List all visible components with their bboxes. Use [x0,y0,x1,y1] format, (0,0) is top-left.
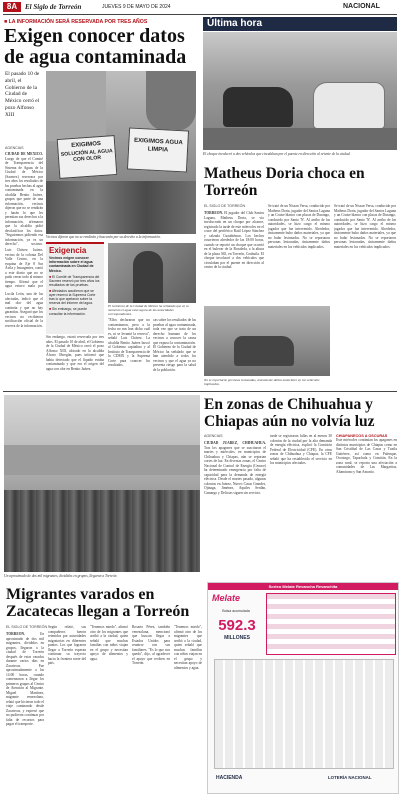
ultima-hora-label: Última hora [203,17,397,31]
lottery-footer-left: HACIENDA [216,775,243,781]
lottery-prize-amount: 592.3 [218,617,256,634]
ultima-byline: EL SIGLO DE TORREÓN [204,204,246,208]
sign-3-text: EXIGIMOS AGUA LIMPIA [133,137,183,154]
sidebar-item: ■ Afectados acudieron que se ayer reservó la Suprema Corte tras lo que apelaron sobre la reserva del informe del agua. [49,289,96,306]
migrantes-col-4: "Tenemos miedo", afirmó otro de los migrantes que arribó a la ciudad, quien señaló que muchas familias con niños viajan en el grupo y necesitan apoyo de alimentos y agua. [90,625,128,661]
sidebar-item: ■ Sin embargo, se puede consultar la información. [49,307,88,316]
photo-people [46,181,196,234]
lead-col-5: "Ellos declararon que no contaminaron, pero a la fecha no nos han dicho cuál es, ni se levantó la reserva", señaló Luis Chávez. La alcaldía Benito Juárez buscó al Gobierno capitalino y al Instituto de Transparencia de la CDMX y la Suprema Corte para conocer los resultados. [108,318,150,367]
photo-crowd [4,490,200,572]
ultima-photo-2 [204,306,330,376]
ultima-col-1-text: El jugador del Club Santos Laguna, Matheus Doria, se vio involucrado en un choque por alcance, registrado la tarde de este miércoles en el cruce del periférico Raúl López Sánchez y calzada Cuauhtémoc. Los hechos ocurrieron alrededor de las 18:00 horas, cuando se reportó un choque que ocurrió en el bulevar de la Rosaleda, a la altura de la plaza 365, en Torreón, Coahuila. El choque involucró a dos vehículos que circulaban por el puente en dirección al centro de la ciudad. [204,211,264,269]
migrantes-col-5: Rosario Pérez, también venezolana, mencionó que buscan llegar a Estados Unidos para reunirse con sus familiares. "Es lo que nos queda", dijo, al agradecer el apoyo que reciben en Torreón. [132,625,170,665]
photo-2-person [133,251,163,303]
sidebar-item-text: El Comité de Transparencia del Sacmex reservó por tres años los resultados de las pruebas. [49,274,100,287]
chiapas-sidebar-title: CHIAPANECOS A OSCURAS [336,434,388,438]
lottery-prize-label: Bolsa acumulada [222,609,250,613]
chihuahua-col-1 [204,441,266,561]
migrantes-photo-caption: Un aproximado de dos mil migrantes, divididos en grupos, llegaron a Torreón. [4,574,118,578]
lead-kicker: ■ LA INFORMACIÓN SERÁ RESERVADA POR TRES AÑOS [4,19,148,25]
lottery-results-table [266,593,396,655]
migrantes-dateline: TORREÓN. [6,632,26,636]
lead-col-6: cas sobre los resultados de las pruebas al agua contaminada, toda vez que se trata de un derecho humano de los vecinos a conocer la causa que expuso la contaminación. El Gobierno de la Ciudad de México ha señalado que se han atendido a todos los vecinos y que el agua ya no presenta riesgo para la salud de la población. [153,318,196,372]
lead-headline: Exigen conocer datos de agua contaminada [4,25,187,68]
migrantes-col-2-text: Miguel Martínez, migrante venezolano, relató que hicieron todo el viaje caminando desde Zacatecas, y expresó que no pudieron continuar por falta de recursos para pagar el transporte. [6,690,44,726]
migrantes-col-3: Según relató, sus compañeros fueron retenidos por autoridades migratorias en diferentes puntos. Los que lograron llegar a Torreón esperan continuar su trayecto hacia la frontera norte del país. [48,625,86,665]
photo-2-car [234,336,294,366]
lead-col-4: Sin embargo, estará reservada por tres años. El pasado 10 de abril, el Gobierno de la Ciudad de México cerró el pozo Alfonso XIII, ubicado en la alcaldía Álvaro Obregón, pues informó que había detectado que el líquido estaba contaminado y que era el origen del agua con olor en Benito Juárez. [46,335,104,371]
lottery-ticket-grid [214,659,394,769]
lead-agency: AGENCIAS [5,146,24,150]
section-name: NACIONAL [343,3,380,10]
lottery-footer-right: LOTERÍA NACIONAL [328,775,372,780]
chiapas-sidebar-text: Este miércoles continúan los apagones en distintos municipios de Chiapas como en San Cristóbal de Las Casas y Tuxtla Gutiérrez, así como en Palenque, Ocosingo, Tapachula y Comitán. En la zona rural, se reporta una afectación a comunidades de Las Margaritas, Altamirano y San Antonio. [336,438,397,474]
lead-photo-2-caption: El Gobierno de la Ciudad de México ha señalado que en su momento el agua está segura de las autoridades correspondientes. [108,304,190,316]
lead-deck: El pasado 10 de abril, el Gobierno de la Ciudad de México cerró el pozo Alfonso XIII [5,71,40,118]
lead-col-1-text: Luego de que el Comité de Transparencia del Sistema de Aguas de la Ciudad de México (Sacmex) reservara por tres años los resultados de las pruebas hechas al agua contaminada en la alcaldía Benito Juárez, grupos que parte de una información, vecinos dijeron que no se rendirán y harán lo que les permitan sus derechos a la información, afirmaron que la alcaldía pidió desclasificar los datos. "Seguiremos pidiendo esa información, ya es un derecho", sostuvo. [5,156,43,246]
migrantes-col-1-text: Un aproximado de dos mil migrantes, divididos en grupos, llegaron a la ciudad de Torreón después de estar varados durante varios días en Zacatecas. Fue aproximadamente a las 14:00 horas, cuando comenzaron a llegar los primeros grupos al Centro de Atención al Migrante. [6,632,44,690]
lead-photo-2 [108,243,196,303]
lead-dateline: CIUDAD DE MÉXICO. [5,152,43,156]
page-number: 8A [3,2,21,12]
chihuahua-headline: En zonas de Chihuahua y Chiapas aún no volvía luz [204,396,375,430]
sidebar-intro: Vecinos exigen conocer información sobre el agua contaminada en Ciudad de México. [49,256,94,273]
sign-1-text: EXIGIMOS [71,141,102,150]
lottery-header: Sorteo Melate Revancha Revanchita [208,583,398,590]
sidebar-title: Exigencia [49,246,87,255]
photo-building [46,71,106,141]
exigencia-sidebar [46,242,104,334]
issue-date: JUEVES 9 DE MAYO DE 2024 [102,4,171,10]
chiapas-sidebar [336,434,397,560]
migrantes-col-1 [6,632,44,792]
migrantes-col-6-text: "Tenemos miedo", afirmó otro de los migrantes que arribó a la ciudad, quien señaló que muchas familias con niños viajan en el grupo y necesitan apoyo de alimentos y agua. [174,625,202,670]
lead-photo-caption: Vecinos dijeron que no se rendirán y buscarán por su derecho a la información. [46,235,161,239]
ultima-col-1 [204,211,264,307]
header-rule [3,14,397,15]
photo-tree [146,71,196,131]
lead-col-2: Luis Chávez Juárez, vecino de la colonia Del Valle Centro, en la esquina de Eje 8 Sur Ávila y Insurgentes, contó a este diario que no se pudo cerrar todo al mismo tiempo. Afirmó que el agua estuvo mala por [5,248,43,288]
chihuahua-col-2: tarde se registraron fallas en al menos 30 colonias de la ciudad por la alta demanda de energía eléctrica, explicó la Comisión Federal de Electricidad (CFE). En otras zonas de Chihuahua y Chiapas, la CFE señaló que ha restablecido el servicio en los municipios afectados. [270,434,332,465]
lead-kicker-text: LA INFORMACIÓN SERÁ RESERVADA POR TRES AÑOS [8,19,148,25]
road [203,128,397,150]
ultima-col-3 [334,204,396,374]
section-divider [3,391,397,392]
ultima-col-2: Se trató de un Nissan Versa, conducido por Matheus Doria, jugador del Santos Laguna y un Cruise blanco con placas de Durango, conducido por Santo 'N'. Al arribo de las autoridades, se hizo cargo el mismo jugador que fue intervenido. Alrededor, únicamente hubo daños materiales, ya que no hubo lesionados. No se reportaron personas lesionadas, únicamente daños materiales en los vehículos implicados. [268,204,330,249]
migrantes-col-6 [174,625,202,792]
lottery-ad [207,582,399,794]
ultima-dateline: TORREÓN. [204,211,224,215]
protest-sign-1 [57,135,118,179]
photo-tree-line [4,445,200,475]
protest-sign-2 [127,127,189,172]
sign-2-text: SOLUCIÓN AL AGUA CON OLOR [60,148,113,163]
migrantes-photo [4,395,200,572]
sidebar-item-text: Sin embargo, se puede consultar la información. [49,307,88,316]
migrantes-byline: EL SIGLO DE TORREÓN [6,625,48,629]
masthead: El Siglo de Torreón [25,3,82,11]
ultima-headline: Matheus Doria choca en Torreón [204,165,365,199]
lottery-title: Melate [212,593,241,603]
chihuahua-dateline: CIUDAD JUÁREZ, CHIHUAHUA. [204,441,266,445]
crashed-car-1 [223,87,293,127]
ultima-col-3-text: Se trató de un Nissan Versa, conducido por Matheus Doria, jugador del Santos Laguna y un Cruise blanco con placas de Durango, conducido por Santo 'N'. Al arribo de las autoridades, se hizo cargo el mismo jugador que fue intervenido. Alrededor, únicamente hubo daños materiales, ya que no hubo lesionados. No se reportaron personas lesionadas, únicamente daños materiales en los vehículos implicados. [334,204,396,249]
crashed-car-2 [313,82,385,129]
lottery-prize-unit: MILLONES [224,635,250,641]
ultima-photo-2-caption: No se reportaron personas lesionadas, únicamente daños materiales en los vehículos implicados. [204,378,320,386]
chihuahua-col-1-text: Tras los apagones que se suscitaron el martes y miércoles, en municipios de Chihuahua y Chiapas, aún se reportan cortes de luz. En diversas zonas, el Centro Nacional de Control de Energía (Cenace) ha determinado emergencia por falta de capacidad para la demanda de energía eléctrica. Desde el martes pasado, algunas colonias en Juárez, Nuevo Casas Grandes, Ojinaga, Jiménez, Aquiles Serdán, Camargo y Delicias siguen sin servicio. [204,445,266,495]
lead-photo [46,71,196,234]
chihuahua-agency: AGENCIAS [204,434,223,438]
lead-col-3: Lucila León, una de las afectadas, indicó que el mal olor del agua continúa y que no hay garantías. Aseguró que los vecinos no recibieron notificación oficial de la reserva de la información. [5,292,43,328]
ultima-photo [203,32,397,150]
lead-col-1 [5,152,43,246]
sidebar-item: ■ El Comité de Transparencia del Sacmex reservó por tres años los resultados de las pruebas. [49,274,100,287]
sidebar-item-text: Afectados acudieron que se ayer reservó la Suprema Corte tras lo que apelaron sobre la reserva del informe del agua. [49,289,96,306]
ultima-photo-caption: El choque involucró a dos vehículos que circulaban por el puente en dirección al oriente de la ciudad. [203,152,351,156]
migrantes-headline: Migrantes varados en Zacatecas llegan a Torreón [6,586,190,620]
